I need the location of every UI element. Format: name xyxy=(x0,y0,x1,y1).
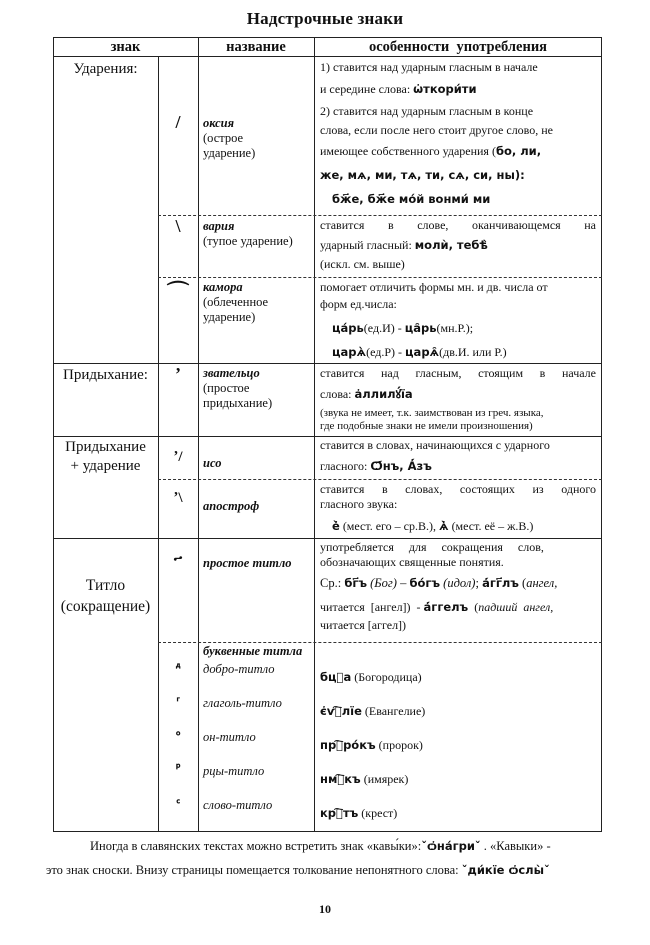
varia-subtitle: (тупое ударение) xyxy=(203,234,293,248)
page-title: Надстрочные знаки xyxy=(246,9,404,28)
header-divider xyxy=(53,56,602,57)
kamora-gloss: (дв.И. или Р.) xyxy=(439,345,507,359)
footer-text: . «Кавыки» - xyxy=(480,839,551,853)
letter-titlo-item xyxy=(158,696,602,726)
dobro-titlo-icon xyxy=(158,660,198,682)
footer-example: ˇѻ҆на́гриˇ xyxy=(421,839,481,853)
titlo-example: бг҃ъ xyxy=(344,576,367,590)
iso-example: Ѻ҆́нъ, А҆́зъ xyxy=(370,459,432,473)
row-divider xyxy=(53,363,602,364)
kamora-subtitle-2: ударение) xyxy=(203,310,256,324)
footer-text: Иногда в славянских текстах можно встретить знак «кавы́ки»: xyxy=(90,839,422,853)
titlo-title: простое титло xyxy=(203,556,292,570)
oxia-example: же, мѧ, ми, тѧ, ти, сѧ, си, ны): xyxy=(320,168,525,182)
iso-title: исо xyxy=(203,456,222,470)
oxia-title: оксия xyxy=(203,116,235,130)
titlo-gloss: падший ангел, xyxy=(478,600,554,614)
varia-sign-icon: \ xyxy=(175,216,181,236)
letter-titlo-name: добро-титло xyxy=(203,662,275,676)
kamora-example: ца̑рь xyxy=(404,321,437,335)
letter-titlo-name: слово-титло xyxy=(203,798,273,812)
zvatelce-sign-icon: ʼ xyxy=(175,364,181,384)
category-breathing-stress xyxy=(53,438,158,476)
letter-titlo-item xyxy=(158,662,602,692)
category-titlo xyxy=(53,575,158,617)
varia-usage-text: ударный гласный: xyxy=(320,238,412,252)
titlo-name xyxy=(203,556,292,571)
footer-example: ˇди́кїе ѻ҆слы̀ˇ xyxy=(461,863,550,877)
titlo-text: – xyxy=(400,576,407,590)
zvatelce-usage-text: слова: xyxy=(320,387,352,401)
category-stress: Ударения: xyxy=(73,61,138,77)
letter-titlo-gloss: (имярек) xyxy=(363,772,409,786)
letter-titlo-name: глаголь-титло xyxy=(203,696,282,710)
letter-titlo-gloss: (Евангелие) xyxy=(364,704,426,718)
oxia-example: бо, ли, xyxy=(495,144,542,158)
zvatelce-subtitle-2: придыхание) xyxy=(203,396,273,410)
titlo-text: ( xyxy=(474,600,479,614)
apostrof-gloss: (мест. его – ср.В.), xyxy=(342,519,436,533)
varia-usage-line: ставится в слове, оканчивающемся на xyxy=(320,218,596,232)
zvatelce-title: звательцо xyxy=(203,366,260,380)
titlo-text: Ср.: xyxy=(320,576,342,590)
page-number: 10 xyxy=(319,902,331,916)
iso-usage-text: гласного: xyxy=(320,459,368,473)
titlo-gloss: (идол) xyxy=(443,576,476,590)
apostrof-example: ѐ҆ xyxy=(332,519,340,533)
letter-titla-heading xyxy=(203,644,302,659)
oxia-usage-text: и середине слова: xyxy=(320,82,411,96)
varia-usage xyxy=(320,218,596,272)
apostrof-gloss: (мест. её – ж.В.) xyxy=(451,519,534,533)
oxia-example: бж҃е, бж҃е мо́й вонми́ ми xyxy=(332,192,491,206)
kamora-usage-line: форм ед.числа: xyxy=(320,297,397,311)
titlo-example: бо́гъ xyxy=(409,576,441,590)
header-usage: особенности употребления xyxy=(368,39,548,55)
apostrof-sign-icon: ʼ\ xyxy=(173,490,183,506)
titlo-gloss: (Бог) xyxy=(370,576,397,590)
zvatelce-usage xyxy=(320,366,596,433)
kamora-usage xyxy=(320,280,596,360)
row-divider xyxy=(53,538,602,539)
kamora-example: царѧ̀ xyxy=(332,345,367,359)
oxia-usage-text: имеющее собственного ударения ( xyxy=(320,144,496,158)
oxia-usage-line: слова, если после него стоит другое слово, не xyxy=(320,123,554,137)
titlo-gloss: ангел, xyxy=(526,576,558,590)
apostrof-usage xyxy=(320,482,596,534)
letter-titlo-example: є҆ѵⷢ҇лїе xyxy=(320,704,362,718)
letter-titla-heading-text: буквенные титла xyxy=(203,644,303,658)
titlo-usage xyxy=(320,540,596,633)
row-divider xyxy=(53,436,602,437)
category-titlo-line2: (сокращение) xyxy=(60,598,151,615)
titlo-text: читается [ангел]) - xyxy=(320,600,421,614)
category-breathing-stress-line1: Придыхание xyxy=(65,439,146,455)
iso-sign-icon: ʼ/ xyxy=(173,449,183,465)
footer-line-2 xyxy=(46,863,550,878)
titlo-usage-line: обозначающих священные понятия. xyxy=(320,555,504,569)
kamora-name xyxy=(203,280,268,325)
varia-title: вария xyxy=(203,219,235,233)
oxia-subtitle-2: ударение) xyxy=(203,146,256,160)
varia-example: молѝ, тебѣ̀ xyxy=(414,238,488,252)
zvatelce-usage-line: где подобные знаки не имели произношения) xyxy=(320,420,533,432)
titlo-sign-icon xyxy=(158,553,198,580)
oxia-usage-line: 1) ставится над ударным гласным в начале xyxy=(320,60,538,74)
kamora-gloss: (мн.Р.); xyxy=(436,321,474,335)
apostrof-name xyxy=(203,499,259,514)
slovo-titlo-icon xyxy=(158,796,198,818)
titlo-usage-line: употребляется для сокращения слов, xyxy=(320,540,544,554)
kamora-example: царѧ̑ xyxy=(405,345,440,359)
titlo-text: ( xyxy=(522,576,527,590)
kamora-gloss: (ед.Р) - xyxy=(366,345,403,359)
oxia-usage xyxy=(320,60,596,207)
glagol-titlo-icon xyxy=(158,694,198,716)
titlo-usage-line: читается [аггел]) xyxy=(320,618,407,632)
category-breathing: Придыхание: xyxy=(63,367,148,383)
kamora-subtitle-1: (облеченное xyxy=(203,295,269,309)
zvatelce-subtitle-1: (простое xyxy=(203,381,250,395)
apostrof-usage-line: ставится в словах, состоящих из одного xyxy=(320,482,596,496)
kamora-usage-line: помогает отличить формы мн. и дв. числа от xyxy=(320,280,548,294)
row-divider-dashed xyxy=(158,277,602,278)
letter-titlo-gloss: (Богородица) xyxy=(354,670,422,684)
oxia-example: ѡ҆ткори́ти xyxy=(413,82,477,96)
titlo-example: а҆́гг҃лъ xyxy=(482,576,519,590)
on-titlo-icon xyxy=(158,728,198,750)
letter-titlo-example: нмⷬ҇къ xyxy=(320,772,361,786)
oxia-usage-line: 2) ставится над ударным гласным в конце xyxy=(320,104,534,118)
kamora-title: камора xyxy=(203,280,243,294)
zvatelce-example: а҆ллилꙋ́їа xyxy=(354,387,413,401)
varia-name xyxy=(203,219,293,249)
letter-titlo-gloss: (крест) xyxy=(361,806,398,820)
apostrof-title: апостроф xyxy=(203,499,260,513)
letter-titlo-name: он-титло xyxy=(203,730,256,744)
letter-titlo-example: прⷪ҇ро́къ xyxy=(320,738,376,752)
header-name: название xyxy=(226,39,286,55)
kamora-sign-icon: ⌒ xyxy=(166,280,189,305)
kamora-example: ца́рь xyxy=(332,321,364,335)
letter-titlo-gloss: (пророк) xyxy=(378,738,423,752)
apostrof-example: ѧ҆̀ xyxy=(438,519,449,533)
row-divider-dashed xyxy=(158,642,602,643)
category-breathing-stress-line2: + ударение xyxy=(70,458,141,474)
titlo-text: ; xyxy=(475,576,479,590)
varia-usage-line: (искл. см. выше) xyxy=(320,257,405,271)
iso-usage xyxy=(320,438,596,474)
footer-line-1 xyxy=(90,839,551,854)
zvatelce-usage-line: (звука не имеет, т.к. заимствован из греч. языка, xyxy=(320,407,544,419)
category-titlo-line1: Титло xyxy=(85,577,126,594)
kamora-gloss: (ед.И) - xyxy=(363,321,402,335)
letter-titlo-item xyxy=(158,764,602,794)
apostrof-usage-line: гласного звука: xyxy=(320,497,398,511)
letter-titlo-name: рцы-титло xyxy=(203,764,265,778)
iso-name xyxy=(203,456,221,471)
zvatelce-name xyxy=(203,366,272,411)
letter-titlo-item xyxy=(158,798,602,828)
oxia-sign-icon: / xyxy=(175,112,181,132)
letter-titlo-example: бцⷣа xyxy=(320,670,352,684)
footer-text: это знак сноски. Внизу страницы помещается толкование непонятного слова: xyxy=(46,863,459,877)
iso-usage-line: ставится в словах, начинающихся с ударного xyxy=(320,438,550,452)
oxia-name xyxy=(203,116,255,161)
letter-titlo-item xyxy=(158,730,602,760)
titlo-example: а҆́ггелъ xyxy=(423,600,469,614)
row-divider-dashed xyxy=(158,215,602,216)
row-divider-dashed xyxy=(158,479,602,480)
zvatelce-usage-line: ставится над гласным, стоящим в начале xyxy=(320,366,596,380)
letter-titlo-example: крⷭ҇тъ xyxy=(320,806,359,820)
header-sign: знак xyxy=(110,39,141,55)
rcy-titlo-icon xyxy=(158,762,198,784)
oxia-subtitle-1: (острое xyxy=(203,131,244,145)
